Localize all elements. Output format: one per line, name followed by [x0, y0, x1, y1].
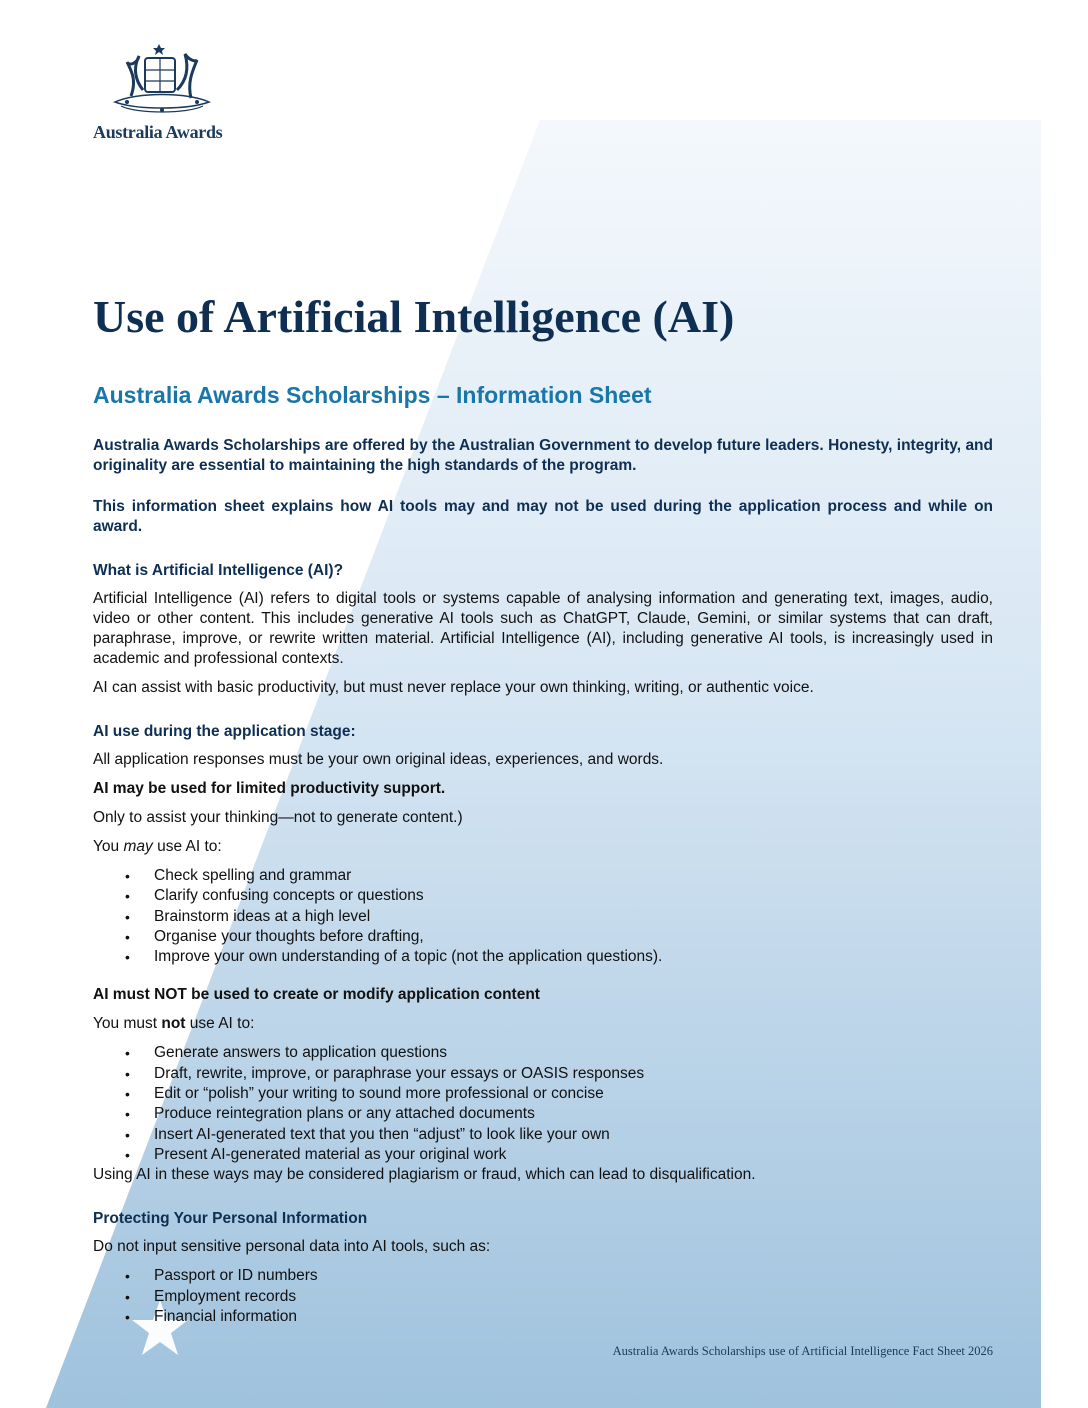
mustnot-heading: AI must NOT be used to create or modify application content	[93, 986, 540, 1004]
list-item: • Clarify confusing concepts or questions	[93, 886, 993, 906]
list-item: • Insert AI-generated text that you then “adjust” to look like your own	[93, 1125, 993, 1145]
document-page	[93, 0, 993, 1408]
list-item: • Organise your thoughts before drafting,	[93, 927, 993, 947]
warning-paragraph: Using AI in these ways may be considered plagiarism or fraud, which can lead to disqualification.	[93, 1166, 756, 1184]
list-item: • Draft, rewrite, improve, or paraphrase your essays or OASIS responses	[93, 1064, 993, 1084]
mustnot-list	[93, 1043, 993, 1165]
list-item: • Produce reintegration plans or any attached documents	[93, 1104, 993, 1124]
list-item: • Passport or ID numbers	[93, 1266, 993, 1286]
paragraph: Artificial Intelligence (AI) refers to digital tools or systems capable of analysing information and generating text, images, audio, video or other content. This includes generative AI tools such as ChatGPT, Claude, Gemini, or similar systems that can draft, paraphrase, improve, or rewrite written material. Artificial Intelligence (AI), including generative AI tools, is increasingly used in academic and professional contexts.	[93, 590, 993, 667]
may-lead: You may use AI to:	[93, 838, 222, 855]
paragraph: All application responses must be your own original ideas, experiences, and words.	[93, 751, 664, 768]
org-name: Australia Awards	[93, 122, 223, 142]
emphasis-may: may	[123, 838, 153, 855]
page-title: Use of Artificial Intelligence (AI)	[93, 291, 735, 342]
list-item: • Edit or “polish” your writing to sound more professional or concise	[93, 1084, 993, 1104]
list-item: • Check spelling and grammar	[93, 866, 993, 886]
intro-paragraph: Australia Awards Scholarships are offered by the Australian Government to develop future leaders. Honesty, integrity, and originality are essential to maintaining the high standards of the program.	[93, 437, 993, 474]
list-item: • Improve your own understanding of a topic (not the application questions).	[93, 947, 993, 967]
section-heading-application-stage: AI use during the application stage:	[93, 723, 356, 740]
emphasis-not: not	[161, 1015, 186, 1033]
intro-paragraph: This information sheet explains how AI tools may and may not be used during the application process and while on award.	[93, 498, 993, 535]
subtitle: Australia Awards Scholarships – Information Sheet	[93, 382, 652, 408]
privacy-list	[93, 1266, 993, 1327]
paragraph: AI can assist with basic productivity, but must never replace your own thinking, writing, or authentic voice.	[93, 679, 814, 696]
paragraph: Only to assist your thinking—not to generate content.)	[93, 809, 463, 826]
section-heading-privacy: Protecting Your Personal Information	[93, 1210, 368, 1228]
document-body	[93, 378, 993, 1327]
list-item: • Generate answers to application questions	[93, 1043, 993, 1063]
list-item: • Present AI-generated material as your original work	[93, 1145, 993, 1165]
section-heading-what-is-ai: What is Artificial Intelligence (AI)?	[93, 562, 344, 579]
may-list	[93, 866, 993, 967]
coat-of-arms-icon	[93, 40, 229, 120]
may-heading: AI may be used for limited productivity support.	[93, 780, 446, 797]
list-item: • Employment records	[93, 1287, 993, 1307]
page-footer: Australia Awards Scholarships use of Artificial Intelligence Fact Sheet 2026	[612, 1344, 993, 1358]
list-item: • Financial information	[93, 1307, 993, 1327]
list-item: • Brainstorm ideas at a high level	[93, 907, 993, 927]
mustnot-lead: You must not use AI to:	[93, 1015, 255, 1033]
paragraph: Do not input sensitive personal data into AI tools, such as:	[93, 1238, 491, 1256]
